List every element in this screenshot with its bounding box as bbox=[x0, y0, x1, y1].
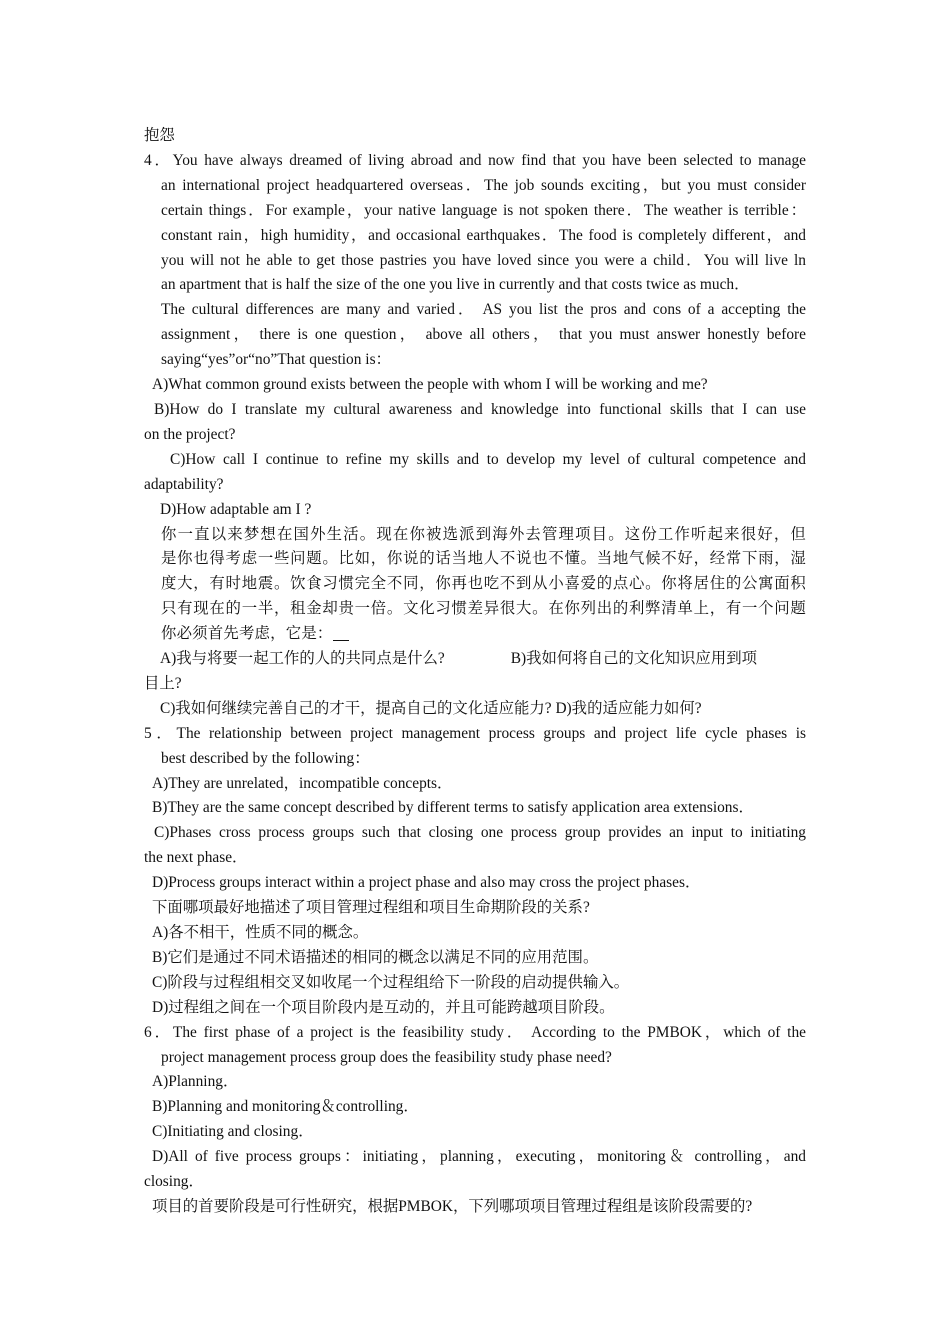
question-5 bbox=[144, 722, 806, 1021]
q5-option-c: C)Phases cross process groups such that closing one process group provides an input to initiating bbox=[154, 824, 806, 842]
q4-cn-line-text: 你必须首先考虑，它是： bbox=[161, 625, 333, 643]
q5-cn-option-d: D)过程组之间在一个项目阶段内是互动的，并且可能跨越项目阶段。 bbox=[152, 998, 615, 1016]
q4-stem-line: certain things．For example，your native language is not spoken there．The weather is terrible： bbox=[161, 201, 806, 219]
q6-option-d-cont: closing． bbox=[144, 1173, 204, 1191]
q4-option-d: D)How adaptable am I ? bbox=[160, 500, 312, 518]
q4-cn-option-b-cont: 目上? bbox=[144, 674, 182, 692]
q4-cn-line-last bbox=[144, 622, 806, 647]
q5-stem-line: best described by the following： bbox=[161, 749, 370, 767]
q5-option-a: A)They are unrelated，incompatible concepts． bbox=[152, 774, 453, 792]
q4-cn-line: 只有现在的一半，租金却贵一倍。文化习惯差异很大。在你列出的利弊清单上，有一个问题 bbox=[161, 600, 806, 618]
q5-option-c-cont: the next phase． bbox=[144, 849, 248, 867]
q5-cn-option-b: B)它们是通过不同术语描述的相同的概念以满足不同的应用范围。 bbox=[152, 948, 599, 966]
q4-cn-line: 你一直以来梦想在国外生活。现在你被选派到海外去管理项目。这份工作听起来很好，但 bbox=[161, 525, 806, 543]
q4-stem-line: The cultural differences are many and varied． AS you list the pros and cons of a accepting the bbox=[161, 301, 806, 319]
q4-cn-line: 度大，有时地震。饮食习惯完全不同，你再也吃不到从小喜爱的点心。你将居住的公寓面积 bbox=[161, 575, 806, 593]
q6-stem-line: project management process group does the feasibility study phase need? bbox=[161, 1048, 612, 1066]
q4-stem-line: constant rain，high humidity，and occasional earthquakes．The food is completely different，and bbox=[161, 226, 806, 244]
q4-stem-line: an apartment that is half the size of the one you live in currently and that costs twice as much． bbox=[161, 276, 750, 294]
q5-option-b: B)They are the same concept described by different terms to satisfy application area extensions． bbox=[152, 799, 754, 817]
q4-cn-option-b: B)我如何将自己的文化知识应用到项 bbox=[510, 650, 757, 668]
q4-option-c-cont: adaptability? bbox=[144, 475, 224, 493]
q4-stem-line: an international project headquartered overseas．The job sounds exciting，but you must consider bbox=[161, 176, 806, 194]
q4-option-c: C)How call I continue to refine my skills and to develop my level of cultural competence and bbox=[170, 450, 806, 468]
q5-cn-question: 下面哪项最好地描述了项目管理过程组和项目生命期阶段的关系? bbox=[152, 899, 590, 917]
q6-cn-question: 项目的首要阶段是可行性研究，根据PMBOK，下列哪项项目管理过程组是该阶段需要的? bbox=[152, 1197, 753, 1215]
document-page bbox=[144, 124, 806, 1220]
q4-stem-line: 4．You have always dreamed of living abroad and now find that you have been selected to manage bbox=[144, 151, 806, 169]
q4-option-b-cont: on the project? bbox=[144, 425, 236, 443]
q4-cn-line: 是你也得考虑一些问题。比如，你说的话当地人不说也不懂。当地气候不好，经常下雨，湿 bbox=[161, 550, 806, 568]
q5-cn-option-c: C)阶段与过程组相交叉如收尾一个过程组给下一阶段的启动提供输入。 bbox=[152, 973, 630, 991]
q4-cn-option-a: A)我与将要一起工作的人的共同点是什么? bbox=[160, 650, 445, 668]
q6-stem-line: 6．The first phase of a project is the feasibility study． According to the PMBOK，which of the bbox=[144, 1023, 806, 1041]
q6-option-b: B)Planning and monitoring＆controlling． bbox=[152, 1098, 419, 1116]
answer-blank bbox=[333, 624, 349, 641]
question-6 bbox=[144, 1021, 806, 1220]
q4-option-b: B)How do I translate my cultural awareness and knowledge into functional skills that I can use bbox=[154, 400, 806, 418]
q5-option-d: D)Process groups interact within a project phase and also may cross the project phases． bbox=[152, 874, 701, 892]
q4-stem-line: you will not he able to get those pastries you have loved since you were a child．You will live ln bbox=[161, 251, 806, 269]
q4-cn-option-cd: C)我如何继续完善自己的才干，提高自己的文化适应能力? D)我的适应能力如何? bbox=[160, 699, 702, 717]
q6-option-d: D)All of five process groups：initiating，planning，executing，monitoring＆ controlling，and bbox=[152, 1148, 806, 1166]
q6-option-c: C)Initiating and closing． bbox=[152, 1123, 314, 1141]
q4-cn-option-ab bbox=[144, 647, 806, 672]
question-4 bbox=[144, 149, 806, 722]
q5-stem-line: 5．The relationship between project management process groups and project life cycle phases is bbox=[144, 724, 806, 742]
q6-option-a: A)Planning． bbox=[152, 1073, 239, 1091]
top-fragment: 抱怨 bbox=[144, 127, 175, 144]
q4-option-a: A)What common ground exists between the people with whom I will be working and me? bbox=[152, 376, 708, 394]
q5-cn-option-a: A)各不相干，性质不同的概念。 bbox=[152, 924, 369, 941]
q4-stem-line: assignment， there is one question， above all others， that you must answer honestly before bbox=[161, 326, 806, 344]
q4-stem-line: saying“yes”or“no”That question is： bbox=[161, 351, 391, 369]
